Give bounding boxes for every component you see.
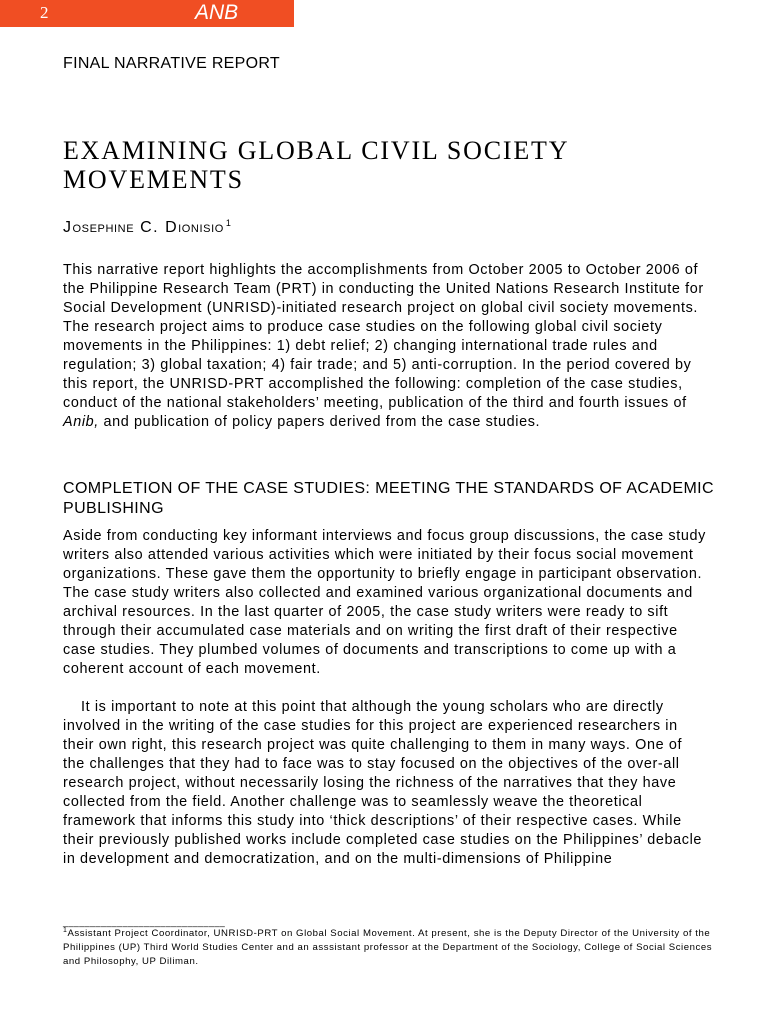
header-brand: ANB (195, 1, 239, 24)
section-heading: COMPLETION OF THE CASE STUDIES: MEETING THE STANDARDS OF ACADEMIC PUBLISHING (63, 480, 714, 517)
author-last-initial: D (165, 219, 179, 236)
author-footnote-mark: 1 (225, 218, 233, 228)
author-middle-initial: C. (140, 219, 160, 236)
author-last-rest: IONISIO (178, 223, 224, 235)
author-name (63, 218, 232, 237)
section-paragraph-2: It is important to note at this point that although the young scholars who are directly involved in the writing of the case studies for this project are experienced researchers in their own right, this research project was quite challenging to them in many ways. One of the challenges that they had to face was to stay focused on the objectives of the over-all research project, without necessarily losing the richness of the narratives that they have collected from the field. Another challenge was to seamlessly weave the theoretical framework that informs this study into ‘thick descriptions’ of their respective cases. While their previously published works include completed case studies on the Philippines’ debacle in development and democratization, and on the multi-dimensions of Philippine (63, 699, 703, 867)
author-first-initial: J (63, 219, 73, 236)
section-paragraph-1: Aside from conducting key informant interviews and focus group discussions, the case study writers also attended various activities which were initiated by their focus social movement organizations. These gave them the opportunity to briefly engage in participant observation. The case study writers also collected and examined various organizational documents and archival resources. In the last quarter of 2005, the case study writers were ready to sift through their accumulated case materials and on writing the first draft of their respective case studies. They plumbed volumes of documents and transcriptions to come up with a coherent account of each movement. (63, 528, 706, 677)
footnote-mark: 1 (63, 927, 68, 934)
header-bar (0, 0, 294, 27)
intro-text-after: and publication of policy papers derived from the case studies. (103, 414, 541, 430)
footnote-rule: ______________________________ (63, 917, 226, 927)
intro-italic-term: Anib, (63, 414, 99, 430)
page-number: 2 (40, 3, 49, 22)
footnote-text: Assistant Project Coordinator, UNRISD-PRT on Global Social Movement. At present, she is the Deputy Director of the University of the Philippines (UP) Third World Studies Center and an asssistant professor at the Department of the Sociology, College of Social Sciences and Philosophy, UP Diliman. (63, 928, 713, 968)
page-title: EXAMINING GLOBAL CIVIL SOCIETY MOVEMENTS (63, 136, 569, 194)
footnote (63, 924, 713, 969)
intro-text-before: This narrative report highlights the accomplishments from October 2005 to October 2006 of the Philippine Research Team (PRT) in conducting the United Nations Research Institute for Social Development (UNRISD)-initiated research project on global civil society movements. The research project aims to produce case studies on the following global civil society movements in the Philippines: 1) debt relief; 2) changing international trade rules and regulation; 3) global taxation; 4) fair trade; and 5) anti-corruption. In the period covered by this report, the UNRISD-PRT accomplished the following: completion of the case studies, conduct of the national stakeholders’ meeting, publication of the third and fourth issues of (63, 262, 704, 411)
report-type: FINAL NARRATIVE REPORT (63, 55, 281, 72)
intro-paragraph (63, 261, 707, 432)
author-first-rest: OSEPHINE (72, 223, 135, 235)
